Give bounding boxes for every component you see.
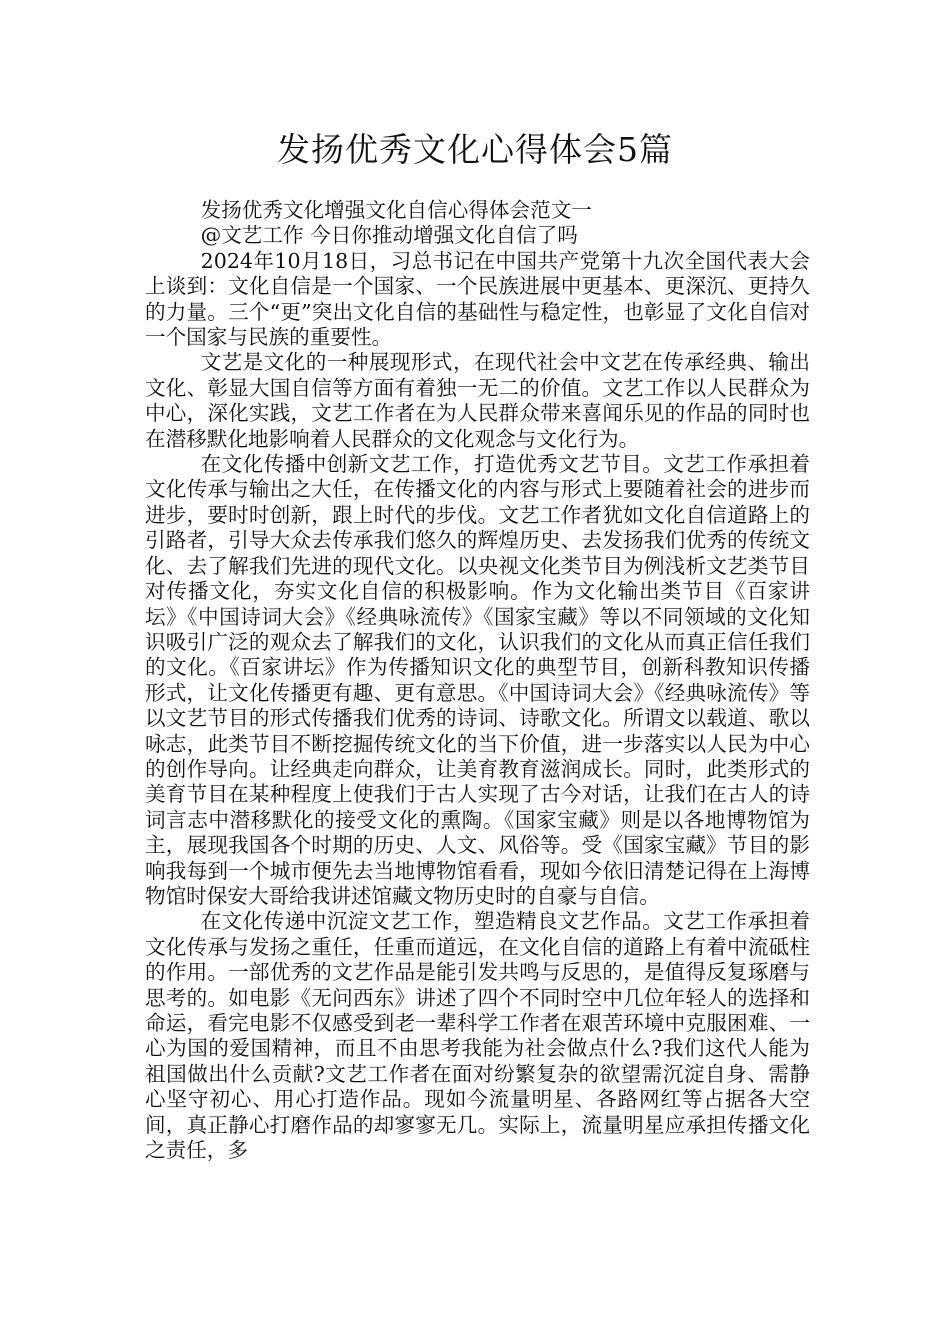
author-line-paragraph: @文艺工作 今日你推动增强文化自信了吗: [200, 223, 578, 248]
body-paragraph: 文艺是文化的一种展现形式，在现代社会中文艺在传承经典、输出文化、彰显大国自信等方面有着独一无二的价值。文艺工作以人民群众为中心，深化实践，文艺工作者在为人民群众带来喜闻乐见的作品的同时也在潜移默化地影响着人民群众的文化观念与文化行为。: [145, 350, 810, 451]
body-paragraph: 在文化传播中创新文艺工作，打造优秀文艺节目。文艺工作承担着文化传承与输出之大任，在传播文化的内容与形式上要随着社会的进步而进步，要时时创新，跟上时代的步伐。文艺工作者犹如文化自信道路上的引路者，引导大众去传承我们悠久的辉煌历史、去发扬我们优秀的传统文化、去了解我们先进的现代文化。以央视文化类节目为例浅析文艺类节目对传播文化，夯实文化自信的积极影响。作为文化输出类节目《百家讲坛》《中国诗词大会》《经典咏流传》《国家宝藏》等以不同领域的文化知识吸引广泛的观众去了解我们的文化，认识我们的文化从而真正信任我们的文化。《百家讲坛》作为传播知识文化的典型节目，创新科教知识传播形式，让文化传播更有趣、更有意思。《中国诗词大会》《经典咏流传》等以文艺节目的形式传播我们优秀的诗词、诗歌文化。所谓文以载道、歌以咏志，此类节目不断挖掘传统文化的当下价值，进一步落实以人民为中心的创作导向。让经典走向群众，让美育教育滋润成长。同时，此类形式的美育节目在某种程度上使我们于古人实现了古今对话，让我们在古人的诗词言志中潜移默化的接受文化的熏陶。《国家宝藏》则是以各地博物馆为主，展现我国各个时期的历史、人文、风俗等。受《国家宝藏》节目的影响我每到一个城市便先去当地博物馆看看，现如今依旧清楚记得在上海博物馆时保安大哥给我讲述馆藏文物历史时的自豪与自信。: [145, 452, 810, 908]
body-paragraph: 2024年10月18日，习总书记在中国共产党第十九次全国代表大会上谈到：文化自信是一个国家、一个民族进展中更基本、更深沉、更持久的力量。三个“更”突出文化自信的基础性与稳定性，也彰显了文化自信对一个国家与民族的重要性。: [145, 248, 810, 350]
document-title: 发扬优秀文化心得体会5篇: [277, 130, 673, 169]
subtitle-paragraph: 发扬优秀文化增强文化自信心得体会范文一: [200, 198, 592, 222]
document-body: [145, 198, 810, 1163]
body-paragraph: 在文化传递中沉淀文艺工作，塑造精良文艺作品。文艺工作承担着文化传承与发扬之重任，任重而道远，在文化自信的道路上有着中流砥柱的作用。一部优秀的文艺作品是能引发共鸣与反思的，是值得反复琢磨与思考的。如电影《无问西东》讲述了四个不同时空中几位年轻人的选择和命运，看完电影不仅感受到老一辈科学工作者在艰苦环境中克服困难、一心为国的爱国精神，而且不由思考我能为社会做点什么?我们这代人能为祖国做出什么贡献?文艺工作者在面对纷繁复杂的欲望需沉淀自身、需静心坚守初心、用心打造作品。现如今流量明星、各路网红等占据各大空间，真正静心打磨作品的却寥寥无几。实际上，流量明星应承担传播文化之责任，多: [145, 909, 810, 1163]
